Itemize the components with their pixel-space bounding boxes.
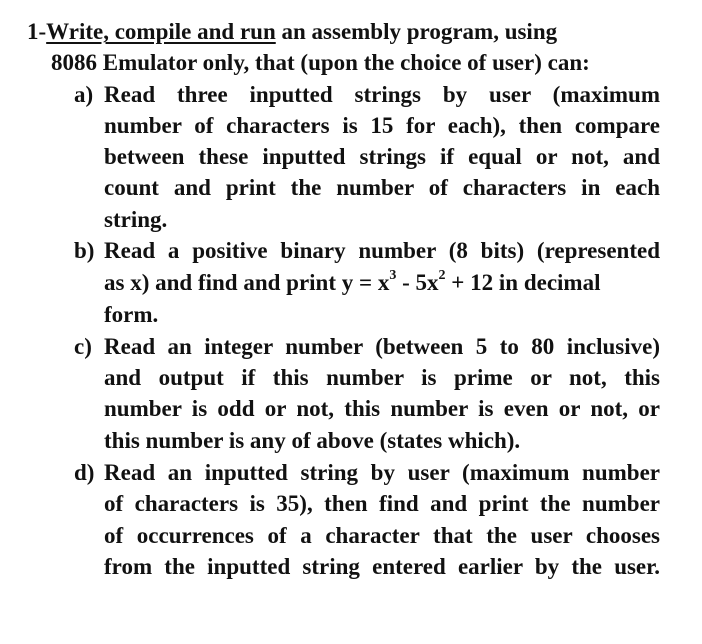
item-b-line-1: Read a positive binary number (8 bits) (represented (104, 238, 660, 263)
item-d-line-2: of characters is 35), then find and print the number (104, 491, 660, 516)
item-b-label: b) (74, 238, 95, 263)
item-d-line-4: from the inputted string entered earlier by the user. (104, 554, 660, 579)
item-c-label: c) (74, 334, 92, 359)
item-d-line-3: of occurrences of a character that the user chooses (104, 523, 660, 548)
item-d-label: d) (74, 460, 95, 485)
item-a-label: a) (74, 82, 94, 107)
question-line-1 (27, 16, 660, 47)
exponent-2: 2 (438, 268, 446, 284)
item-a-line-1: Read three inputted strings by user (maximum (104, 82, 660, 107)
item-c-line-2: and output if this number is prime or not, this (104, 365, 660, 390)
item-a-line-3: between these inputted strings if equal or not, and (104, 144, 660, 169)
item-b-formula-mid: - 5x (396, 270, 439, 295)
item-b-line-3: form. (104, 302, 159, 327)
question-line-2: 8086 Emulator only, that (upon the choice of user) can: (51, 50, 590, 75)
item-a-line-2: number of characters is 15 for each), then compare (104, 113, 660, 138)
item-b-formula-tail: + 12 in decimal (445, 270, 601, 295)
item-d-line-1: Read an inputted string by user (maximum number (104, 460, 660, 485)
underlined-instruction: Write, compile and run (46, 19, 276, 44)
item-c-line-4: this number is any of above (states which). (104, 428, 521, 453)
question-text-1: an assembly program, using (275, 19, 558, 44)
item-a-line-5: string. (104, 207, 168, 232)
item-b-formula-start: as x) and find and print y = x (104, 270, 390, 295)
question-number: 1- (27, 19, 47, 44)
item-b-line-2 (104, 267, 600, 298)
item-a-line-4: count and print the number of characters in each (104, 175, 660, 200)
exponent-3: 3 (389, 268, 397, 284)
item-c-line-1: Read an integer number (between 5 to 80 inclusive) (104, 334, 660, 359)
item-c-line-3: number is odd or not, this number is even or not, or (104, 396, 660, 421)
